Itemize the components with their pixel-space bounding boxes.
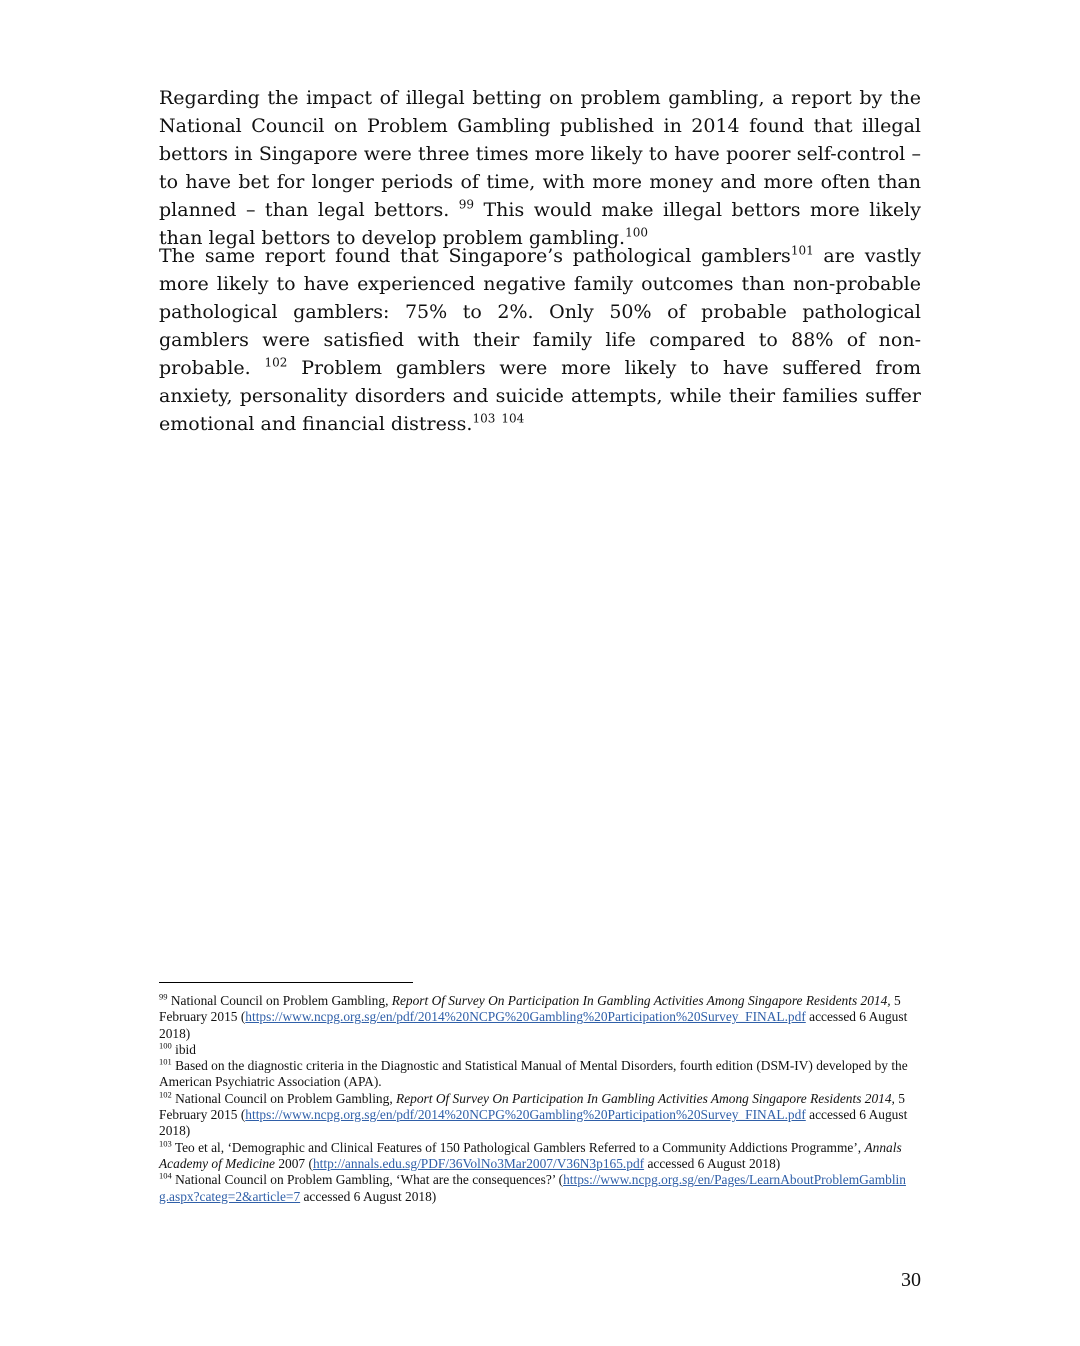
- footnote-ref-104[interactable]: 104: [501, 411, 525, 426]
- footnote-text: Teo et al, ‘Demographic and Clinical Features of 150 Pathological Gamblers Referred to a Community Addictions Programme’,: [171, 1139, 865, 1155]
- footnote-ref-103[interactable]: 103: [472, 411, 496, 426]
- footnote-source-title: Report Of Survey On Participation In Gambling Activities Among Singapore Residents 2014,: [391, 993, 891, 1008]
- footnote-text: accessed 6 August 2018): [644, 1155, 781, 1171]
- footnote-text: accessed 6 August 2018): [159, 1009, 908, 1041]
- footnote-text: Based on the diagnostic criteria in the Diagnostic and Statistical Manual of Mental Disorders, fourth edition (DSM-IV) developed by the American Psychiatric Association (APA).: [159, 1058, 908, 1090]
- footnote-text: National Council on Problem Gambling,: [167, 993, 392, 1008]
- footnotes-section: [159, 993, 911, 1205]
- footnote-number: 101: [159, 1056, 172, 1067]
- footnote-101: [159, 1058, 911, 1091]
- footnote-text: National Council on Problem Gambling, ‘What are the consequences?’ (: [171, 1172, 564, 1188]
- footnote-source-title: Annals Academy of Medicine: [159, 1139, 902, 1171]
- footnote-100: [159, 1042, 911, 1058]
- footnote-ref-99[interactable]: 99: [458, 197, 475, 212]
- footnote-link[interactable]: https://www.ncpg.org.sg/en/Pages/LearnAboutProblemGambling.aspx?categ=2&article=7: [159, 1172, 906, 1204]
- footnote-separator: [159, 982, 413, 983]
- footnote-99: [159, 993, 911, 1042]
- paragraph-text: Problem gamblers were more likely to have suffered from anxiety, personality disorders and suicide attempts, while their families suffer emotional and financial distress.: [159, 357, 921, 435]
- footnote-source-title: Report Of Survey On Participation In Gambling Activities Among Singapore Residents 2014,: [396, 1090, 895, 1106]
- footnote-ref-100[interactable]: 100: [625, 225, 648, 240]
- footnote-text: 2007 (: [275, 1155, 313, 1171]
- body-paragraph-2: [159, 242, 921, 438]
- footnote-number: 102: [159, 1089, 172, 1100]
- footnote-number: 100: [159, 1040, 172, 1051]
- footnote-text: accessed 6 August 2018): [159, 1107, 908, 1139]
- footnote-text: ibid: [171, 1041, 196, 1057]
- page-number: 30: [901, 1269, 921, 1291]
- footnote-number: 99: [159, 991, 168, 1002]
- paragraph-text: are vastly more likely to have experienced negative family outcomes than non-probable pathological gamblers: 75% to 2%. Only 50% of probable pathological gamblers were satisfied with their family life compared to 88% of non-probable.: [159, 245, 921, 379]
- footnote-number: 103: [159, 1138, 172, 1149]
- paragraph-text: The same report found that Singapore’s pathological gamblers: [159, 245, 791, 267]
- footnote-text: 5 February 2015 (: [159, 993, 901, 1025]
- footnote-text: 5 February 2015 (: [159, 1090, 905, 1123]
- footnote-ref-102[interactable]: 102: [264, 355, 288, 370]
- paragraph-text: Regarding the impact of illegal betting on problem gambling, a report by the National Council on Problem Gambling published in 2014 found that illegal bettors in Singapore were three times more likely to have poorer self-control – to have bet for longer periods of time, with more money and more often than planned – than legal bettors.: [159, 87, 921, 221]
- footnote-link[interactable]: https://www.ncpg.org.sg/en/pdf/2014%20NCPG%20Gambling%20Participation%20Survey_FINAL.pdf: [245, 1009, 806, 1025]
- footnote-text: accessed 6 August 2018): [300, 1188, 437, 1204]
- footnote-link[interactable]: https://www.ncpg.org.sg/en/pdf/2014%20NCPG%20Gambling%20Participation%20Survey_FINAL.pdf: [245, 1107, 806, 1123]
- paragraph-text: This would make illegal bettors more likely than legal bettors to develop problem gambling.: [159, 199, 921, 249]
- footnote-text: National Council on Problem Gambling,: [171, 1090, 397, 1106]
- footnote-103: [159, 1140, 911, 1173]
- footnote-link[interactable]: http://annals.edu.sg/PDF/36VolNo3Mar2007/V36N3p165.pdf: [312, 1155, 645, 1171]
- footnote-number: 104: [159, 1170, 172, 1181]
- body-paragraph-1: [159, 84, 921, 252]
- footnote-102: [159, 1091, 911, 1140]
- footnote-ref-101[interactable]: 101: [790, 243, 814, 258]
- footnote-104: [159, 1172, 911, 1205]
